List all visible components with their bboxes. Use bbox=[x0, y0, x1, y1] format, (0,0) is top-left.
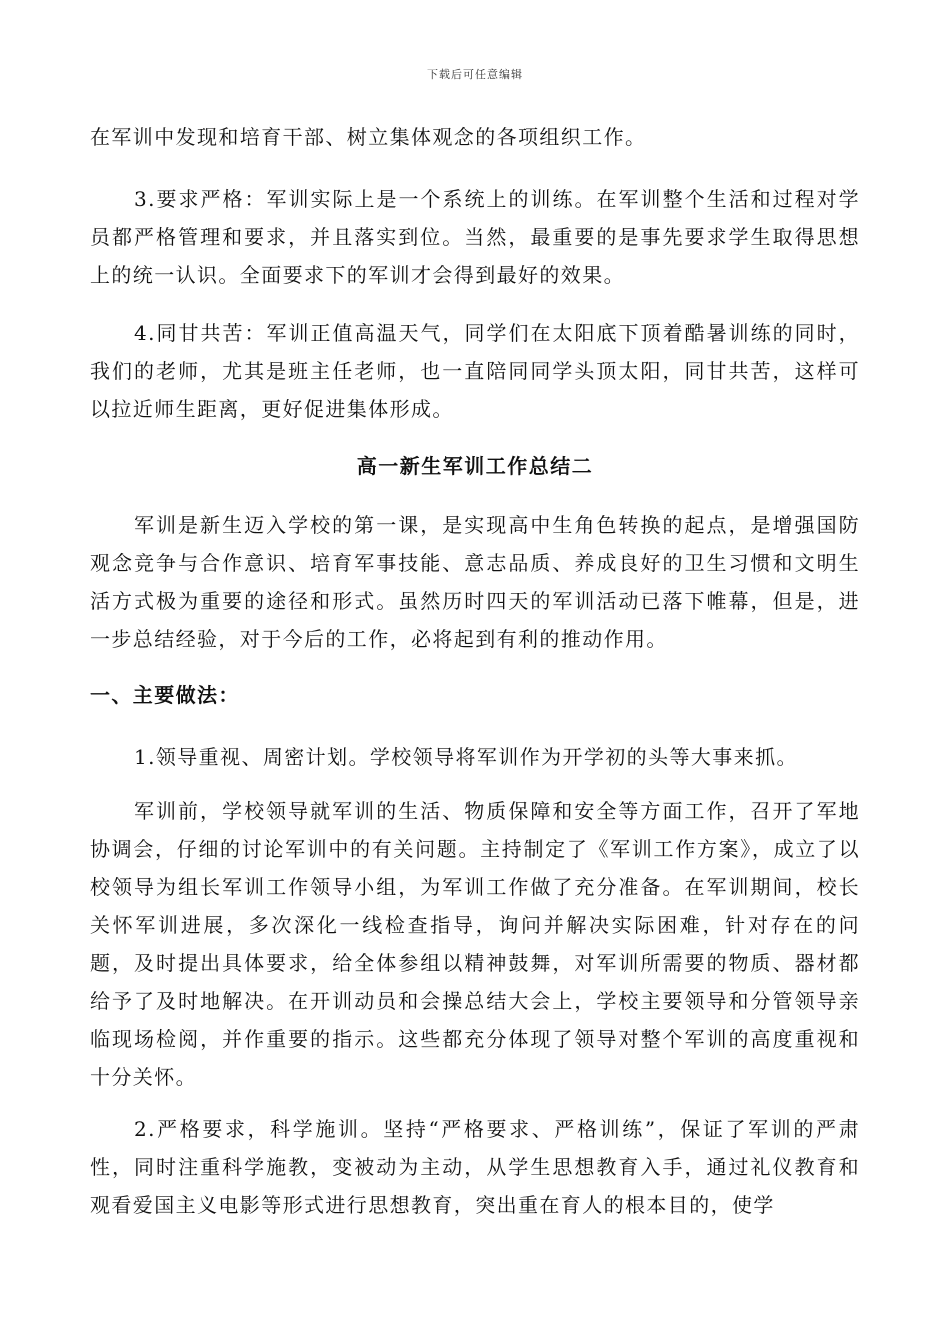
paragraph-item-4: 4.同甘共苦：军训正值高温天气，同学们在太阳底下顶着酷暑训练的同时，我们的老师，尤其是班主任老师，也一直陪同同学头顶太阳，同甘共苦，这样可以拉近师生距离，更好促进集体形成。 bbox=[90, 321, 860, 421]
paragraph-item-3: 3.要求严格：军训实际上是一个系统上的训练。在军训整个生活和过程对学员都严格管理和要求，并且落实到位。当然，最重要的是事先要求学生取得思想上的统一认识。全面要求下的军训才会得到最好的效果。 bbox=[90, 187, 860, 287]
paragraph-intro: 军训是新生迈入学校的第一课，是实现高中生角色转换的起点，是增强国防观念竞争与合作意识、培育军事技能、意志品质、养成良好的卫生习惯和文明生活方式极为重要的途径和形式。虽然历时四天的军训活动已落下帷幕，但是，进一步总结经验，对于今后的工作，必将起到有利的推动作用。 bbox=[90, 513, 860, 651]
section-title: 高一新生军训工作总结二 bbox=[356, 454, 594, 478]
section-heading: 一、主要做法： bbox=[90, 683, 240, 707]
paragraph-continuation: 在军训中发现和培育干部、树立集体观念的各项组织工作。 bbox=[90, 125, 647, 149]
paragraph-item-2: 2.严格要求，科学施训。坚持“严格要求、严格训练”，保证了军训的严肃性，同时注重科学施教，变被动为主动，从学生思想教育入手，通过礼仪教育和观看爱国主义电影等形式进行思想教育，突出重在育人的根本目的，使学 bbox=[90, 1117, 860, 1217]
paragraph-item-1: 1.领导重视、周密计划。学校领导将军训作为开学初的头等大事来抓。 bbox=[134, 745, 798, 769]
paragraph-body: 军训前，学校领导就军训的生活、物质保障和安全等方面工作，召开了军地协调会，仔细的讨论军训中的有关问题。主持制定了《军训工作方案》，成立了以校领导为组长军训工作领导小组，为军训工作做了充分准备。在军训期间，校长关怀军训进展，多次深化一线检查指导，询问并解决实际困难，针对存在的问题，及时提出具体要求，给全体参组以精神鼓舞，对军训所需要的物质、器材都给予了及时地解决。在开训动员和会操总结大会上，学校主要领导和分管领导亲临现场检阅，并作重要的指示。这些都充分体现了领导对整个军训的高度重视和十分关怀。 bbox=[90, 799, 860, 1089]
page-header-note: 下载后可任意编辑 bbox=[427, 68, 523, 81]
